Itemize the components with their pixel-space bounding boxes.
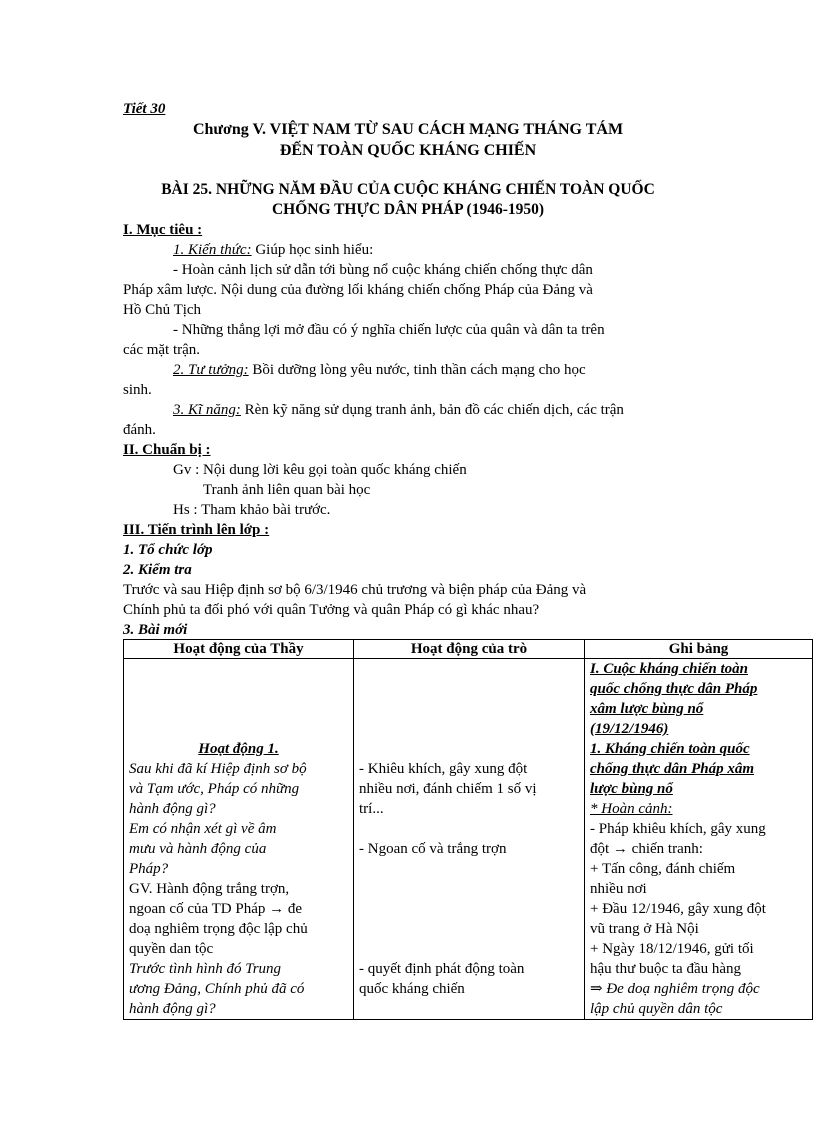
- preparation-student: Hs : Tham khảo bài trước.: [173, 502, 331, 518]
- preparation-teacher-1: Gv : Nội dung lời kêu gọi toàn quốc kháng chiến: [173, 462, 467, 478]
- board-point: - Pháp khiêu khích, gây xung: [590, 821, 766, 837]
- board-section-title: I. Cuộc kháng chiến toàn: [590, 661, 748, 677]
- step-class-organization: 1. Tổ chức lớp: [123, 542, 213, 558]
- step-check: 2. Kiểm tra: [123, 562, 192, 578]
- board-point: + Ngày 18/12/1946, gửi tối: [590, 941, 754, 957]
- teacher-question: và Tạm ước, Pháp có những: [129, 781, 300, 797]
- check-question-2: Chính phủ ta đối phó với quân Tưởng và quân Pháp có gì khác nhau?: [123, 602, 540, 618]
- student-answer: trí...: [359, 801, 384, 817]
- teacher-question: hành động gì?: [129, 1001, 216, 1017]
- chapter-title-line-2: ĐẾN TOÀN QUỐC KHÁNG CHIẾN: [279, 142, 537, 159]
- skill-text-cont: đánh.: [123, 422, 156, 438]
- table-header-row: [124, 640, 813, 659]
- lesson-number: Tiết 30: [123, 101, 166, 117]
- lesson-activity-table: [123, 639, 813, 1020]
- teacher-cell: [124, 659, 354, 1020]
- board-point: đột → chiến tranh:: [590, 841, 703, 857]
- student-answer: quốc kháng chiến: [359, 981, 465, 997]
- student-cell: [354, 659, 585, 1020]
- teacher-question: Pháp?: [129, 861, 169, 877]
- teacher-note: ngoan cố của TD Pháp → đe: [129, 901, 303, 917]
- board-point: nhiều nơi: [590, 881, 647, 897]
- thought-line: [173, 360, 586, 380]
- check-question-1: Trước và sau Hiệp định sơ bộ 6/3/1946 chủ trương và biện pháp của Đảng và: [123, 582, 587, 598]
- objectives-heading: I. Mục tiêu :: [123, 222, 203, 238]
- teacher-note: quyền dan tộc: [129, 941, 214, 957]
- knowledge-item-1c: Hồ Chủ Tịch: [123, 302, 202, 318]
- skill-label: 3. Kĩ năng:: [173, 402, 241, 418]
- knowledge-item-1b: Pháp xâm lược. Nội dung của đường lối kháng chiến chống Pháp của Đảng và: [123, 282, 593, 298]
- board-point: vũ trang ở Hà Nội: [590, 921, 699, 937]
- step-new-lesson: 3. Bài mới: [123, 622, 188, 638]
- student-answer: - Ngoan cố và trắng trợn: [359, 841, 507, 857]
- board-subsection-title: 1. Kháng chiến toàn quốc: [590, 741, 750, 757]
- teacher-question: Trước tình hình đó Trung: [129, 961, 282, 977]
- teacher-question: hành động gì?: [129, 801, 216, 817]
- teacher-question: mưu và hành động của: [129, 841, 267, 857]
- board-subsection-title: chống thực dân Pháp xâm: [590, 761, 755, 777]
- knowledge-item-1a: - Hoàn cảnh lịch sử dẫn tới bùng nổ cuộc kháng chiến chống thực dân: [173, 262, 593, 278]
- header-student: Hoạt động của trò: [354, 640, 585, 659]
- teacher-question: ương Đảng, Chính phủ đã có: [129, 981, 305, 997]
- knowledge-intro: Giúp học sinh hiểu:: [251, 242, 374, 258]
- thought-text-cont: sinh.: [123, 382, 152, 398]
- header-teacher: Hoạt động của Thầy: [124, 640, 354, 659]
- student-answer: - Khiêu khích, gây xung đột: [359, 761, 528, 777]
- board-cell: [585, 659, 813, 1020]
- board-point: hậu thư buộc ta đầu hàng: [590, 961, 742, 977]
- lesson-title-line-2: CHỐNG THỰC DÂN PHÁP (1946-1950): [271, 201, 545, 218]
- lesson-title-line-1: BÀI 25. NHỮNG NĂM ĐẦU CỦA CUỘC KHÁNG CHIẾN TOÀN QUỐC: [161, 181, 655, 198]
- board-section-title: xâm lược bùng nổ: [590, 701, 704, 717]
- board-section-title: (19/12/1946): [590, 721, 669, 737]
- preparation-heading: II. Chuẩn bị :: [123, 442, 211, 458]
- knowledge-item-2b: các mặt trận.: [123, 342, 201, 358]
- chapter-title-line-1: Chương V. VIỆT NAM TỪ SAU CÁCH MẠNG THÁNG TÁM: [192, 121, 624, 138]
- thought-text: Bồi dưỡng lòng yêu nước, tinh thần cách mạng cho học: [248, 362, 586, 378]
- activity-title: Hoạt động 1.: [198, 741, 279, 757]
- board-subsection-title: lược bùng nổ: [590, 781, 673, 797]
- board-context-label: * Hoàn cảnh:: [590, 801, 673, 817]
- header-board: Ghi bảng: [585, 640, 813, 659]
- skill-text: Rèn kỹ năng sử dụng tranh ảnh, bản đồ các chiến dịch, các trận: [240, 402, 624, 418]
- knowledge-item-2a: - Những thắng lợi mở đầu có ý nghĩa chiến lược của quân và dân ta trên: [173, 322, 605, 338]
- teacher-note: doạ nghiêm trọng độc lập chủ: [129, 921, 308, 937]
- thought-label: 2. Tư tưởng:: [173, 362, 249, 378]
- teacher-question: Sau khi đã kí Hiệp định sơ bộ: [129, 761, 307, 777]
- student-answer: - quyết định phát động toàn: [359, 961, 525, 977]
- knowledge-label: 1. Kiến thức:: [173, 242, 252, 258]
- board-section-title: quốc chống thực dân Pháp: [590, 681, 758, 697]
- board-conclusion: lập chủ quyền dân tộc: [590, 1001, 723, 1017]
- board-point: + Đầu 12/1946, gây xung đột: [590, 901, 766, 917]
- knowledge-line: [173, 240, 373, 260]
- teacher-note: GV. Hành động trắng trợn,: [129, 881, 290, 897]
- board-point: + Tấn công, đánh chiếm: [590, 861, 736, 877]
- skill-line: [173, 400, 624, 420]
- process-heading: III. Tiến trình lên lớp :: [123, 522, 270, 538]
- preparation-teacher-2: Tranh ảnh liên quan bài học: [203, 482, 371, 498]
- table-row: [124, 659, 813, 1020]
- teacher-question: Em có nhận xét gì về âm: [129, 821, 277, 837]
- board-conclusion: ⇒ Đe doạ nghiêm trọng độc: [590, 981, 760, 997]
- student-answer: nhiều nơi, đánh chiếm 1 số vị: [359, 781, 537, 797]
